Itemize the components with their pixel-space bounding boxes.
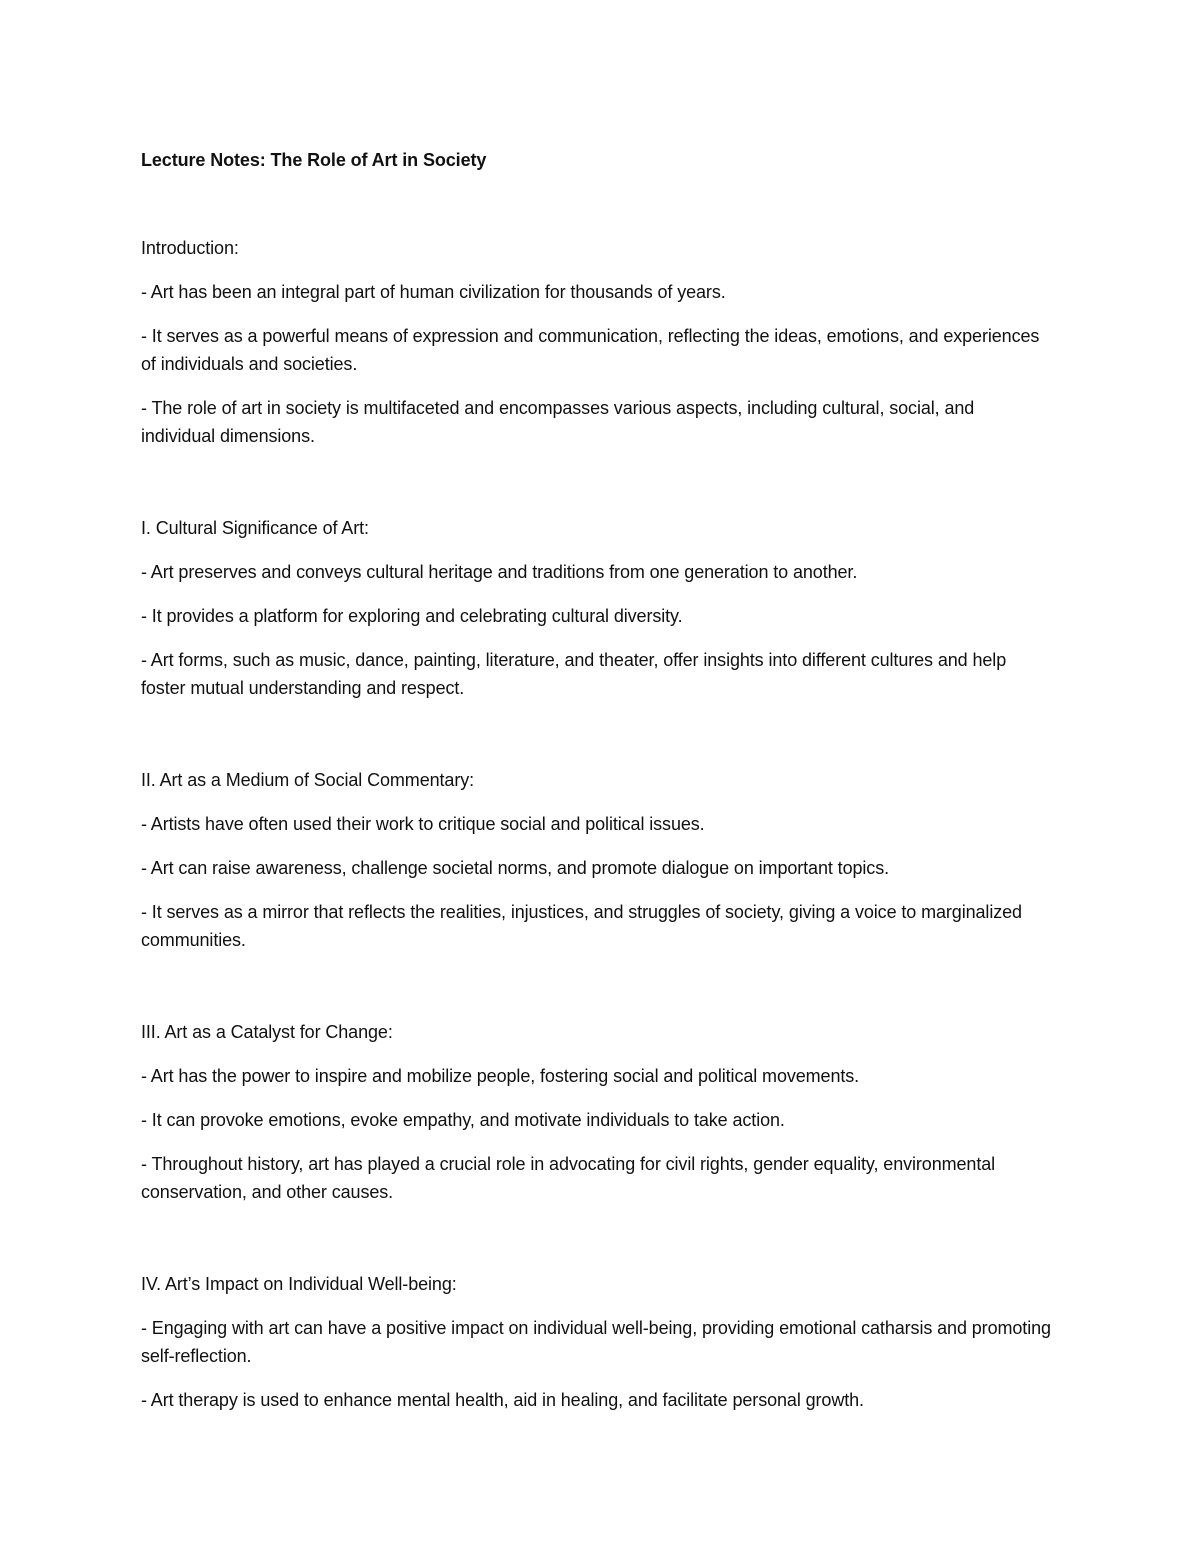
bullet-item: - The role of art in society is multifaceted and encompasses various aspects, including cultural, social, and individual dimensions. <box>141 398 975 446</box>
bullet-item: - Art has been an integral part of human civilization for thousands of years. <box>141 282 726 302</box>
bullet-item: - It provides a platform for exploring and celebrating cultural diversity. <box>141 606 683 626</box>
title-spacer <box>141 174 1051 234</box>
bullet-item: - Engaging with art can have a positive impact on individual well-being, providing emotional catharsis and promoting self-reflection. <box>141 1318 1051 1366</box>
section-heading: III. Art as a Catalyst for Change: <box>141 1022 393 1042</box>
bullet-item: - Art has the power to inspire and mobilize people, fostering social and political movements. <box>141 1066 860 1086</box>
section-heading: II. Art as a Medium of Social Commentary: <box>141 770 475 790</box>
document-title: Lecture Notes: The Role of Art in Society <box>141 150 487 170</box>
section-heading: I. Cultural Significance of Art: <box>141 518 369 538</box>
bullet-item: - It can provoke emotions, evoke empathy, and motivate individuals to take action. <box>141 1110 785 1130</box>
section-heading: IV. Art’s Impact on Individual Well-being: <box>141 1274 457 1294</box>
section-social-commentary <box>141 766 1051 954</box>
bullet-item: - Art forms, such as music, dance, painting, literature, and theater, offer insights into different cultures and help foster mutual understanding and respect. <box>141 650 1007 698</box>
bullet-item: - Art can raise awareness, challenge societal norms, and promote dialogue on important topics. <box>141 858 890 878</box>
section-gap <box>141 1222 1051 1270</box>
section-catalyst-for-change <box>141 1018 1051 1206</box>
section-introduction <box>141 234 1051 450</box>
bullet-item: - Artists have often used their work to critique social and political issues. <box>141 814 705 834</box>
bullet-item: - It serves as a mirror that reflects the realities, injustices, and struggles of society, giving a voice to marginalized communities. <box>141 902 1022 950</box>
document-content <box>141 146 1051 1430</box>
bullet-item: - Throughout history, art has played a crucial role in advocating for civil rights, gender equality, environmental conservation, and other causes. <box>141 1154 996 1202</box>
section-individual-well-being <box>141 1270 1051 1414</box>
section-gap <box>141 466 1051 514</box>
section-gap <box>141 970 1051 1018</box>
section-cultural-significance <box>141 514 1051 702</box>
bullet-item: - It serves as a powerful means of expression and communication, reflecting the ideas, emotions, and experiences of individuals and societies. <box>141 326 1040 374</box>
section-heading: Introduction: <box>141 238 239 258</box>
section-gap <box>141 718 1051 766</box>
bullet-item: - Art preserves and conveys cultural heritage and traditions from one generation to another. <box>141 562 858 582</box>
bullet-item: - Art therapy is used to enhance mental health, aid in healing, and facilitate personal growth. <box>141 1390 864 1410</box>
